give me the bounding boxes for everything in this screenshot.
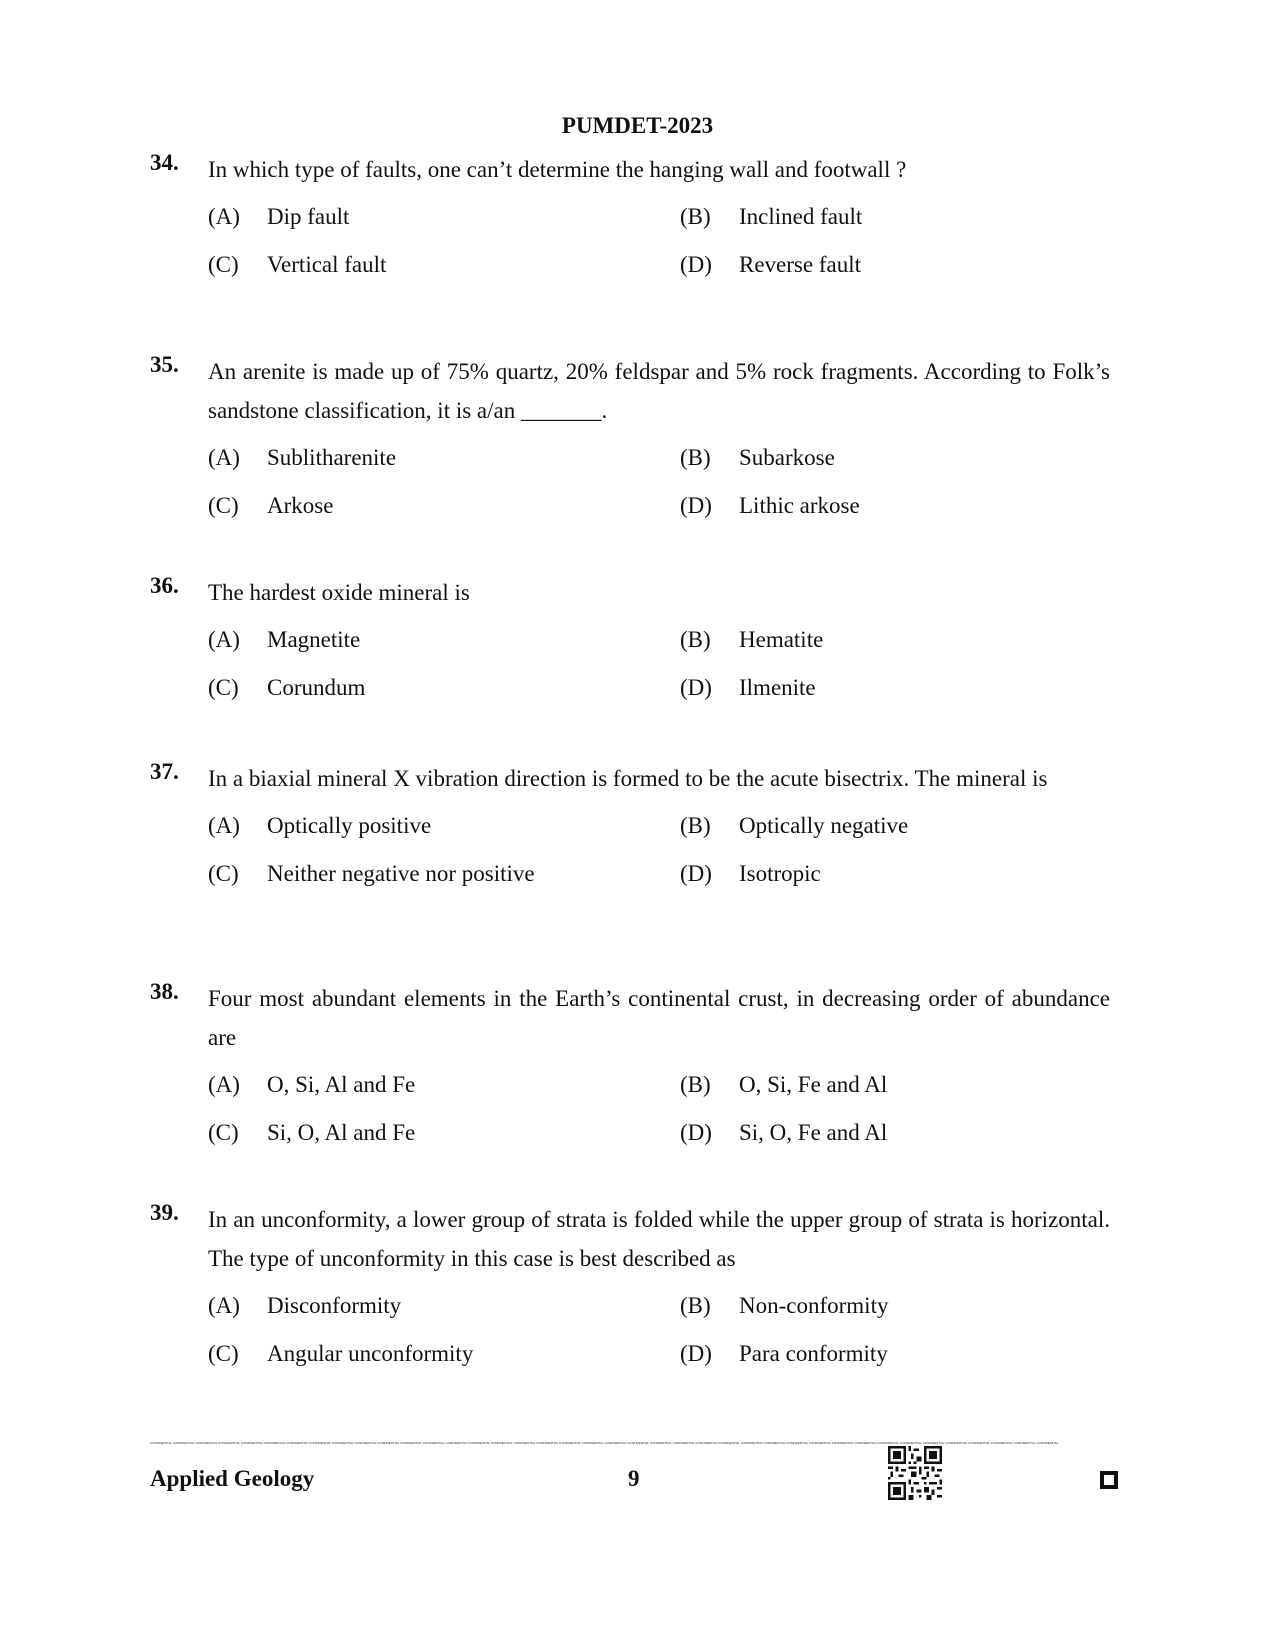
option-text: Si, O, Fe and Al: [739, 1120, 888, 1145]
question-number: 39.: [150, 1200, 179, 1225]
option-a: (A) Magnetite: [208, 627, 361, 652]
question-number: 38.: [150, 979, 179, 1004]
option-d: (D) Isotropic: [680, 861, 821, 886]
option-b: (B) Optically negative: [680, 813, 909, 838]
question-text: The hardest oxide mineral is: [208, 580, 470, 605]
option-text: Corundum: [267, 675, 366, 700]
option-text: Si, O, Al and Fe: [267, 1120, 416, 1145]
option-text: Neither negative nor positive: [267, 861, 535, 886]
option-b: (B) Hematite: [680, 627, 824, 652]
option-d: (D) Lithic arkose: [680, 493, 860, 518]
option-text: Vertical fault: [267, 252, 387, 277]
option-text: Arkose: [267, 493, 334, 518]
options: [150, 438, 1110, 532]
option-text: Ilmenite: [739, 675, 816, 700]
options: [150, 1286, 1110, 1380]
option-d: (D) Si, O, Fe and Al: [680, 1120, 888, 1145]
question-number: 35.: [150, 352, 179, 377]
option-text: Optically negative: [739, 813, 909, 838]
option-b: (B) Non-conformity: [680, 1293, 889, 1318]
option-b: (B) Subarkose: [680, 445, 835, 470]
option-text: Sublitharenite: [267, 445, 397, 470]
option-text: Hematite: [739, 627, 824, 652]
option-text: Magnetite: [267, 627, 361, 652]
question-number: 36.: [150, 573, 179, 598]
option-c: (C) Arkose: [208, 493, 334, 518]
option-d: (D) Ilmenite: [680, 675, 816, 700]
option-text: Para conformity: [739, 1341, 888, 1366]
page-title: PUMDET-2023: [561, 113, 714, 138]
option-text: Angular unconformity: [267, 1341, 474, 1366]
qr-code-icon: [888, 1446, 942, 1500]
option-a: (A) Disconformity: [208, 1293, 402, 1318]
option-c: (C) Corundum: [208, 675, 366, 700]
question-text: Four most abundant elements in the Earth’s continental crust, in decreasing order of abundance are: [208, 986, 1110, 1050]
option-text: O, Si, Fe and Al: [739, 1072, 888, 1097]
option-text: Lithic arkose: [739, 493, 860, 518]
option-text: Inclined fault: [739, 204, 863, 229]
option-b: (B) Inclined fault: [680, 204, 863, 229]
option-text: Disconformity: [267, 1293, 402, 1318]
option-d: (D) Para conformity: [680, 1341, 888, 1366]
options: [150, 806, 1110, 900]
question-text: An arenite is made up of 75% quartz, 20% feldspar and 5% rock fragments. According to Folk’s sandstone classification, it is a/an _______.: [208, 359, 1110, 423]
option-d: (D) Reverse fault: [680, 252, 861, 277]
option-text: Optically positive: [267, 813, 432, 838]
option-text: O, Si, Al and Fe: [267, 1072, 416, 1097]
option-text: Dip fault: [267, 204, 350, 229]
question-37: [150, 759, 1110, 900]
options: [150, 197, 1110, 291]
option-c: (C) Angular unconformity: [208, 1341, 474, 1366]
question-36: [150, 573, 1110, 714]
question-34: [150, 150, 1110, 291]
option-c: (C) Si, O, Al and Fe: [208, 1120, 416, 1145]
question-text: In an unconformity, a lower group of strata is folded while the upper group of strata is horizontal. The type of unconformity in this case is best described as: [208, 1207, 1110, 1271]
square-marker-icon: [1100, 1471, 1118, 1489]
question-39: [150, 1200, 1110, 1380]
options: [150, 1065, 1110, 1159]
question-number: 34.: [150, 150, 179, 175]
question-38: [150, 979, 1110, 1159]
question-text: In which type of faults, one can’t determine the hanging wall and footwall ?: [208, 157, 907, 182]
option-a: (A) Dip fault: [208, 204, 350, 229]
subject-name: Applied Geology: [150, 1466, 315, 1491]
options: [150, 620, 1110, 714]
option-a: (A) Optically positive: [208, 813, 432, 838]
option-text: Isotropic: [739, 861, 821, 886]
confidential-microtext-strip: CONFIDENTIAL CONFIDENTIAL CONFIDENTIAL CONFIDENTIAL CONFIDENTIAL CONFIDENTIAL CONFIDENTIAL CONFIDENTIAL CONFIDENTIAL CONFIDENTIAL CONFIDENTIAL CONFIDENTIAL CONFIDENTIAL CONFIDENTIAL CONFIDENTIAL CONFIDENTIAL CONFIDENTIAL CONFIDENTIAL CONFIDENTIAL CONFIDENTIAL CONFIDENTIAL CONFIDENTIAL CONFIDENTIAL CONFIDENTIAL CONFIDENTIAL CONFIDENTIAL CONFIDENTIAL CONFIDENTIAL CONFIDENTIAL CONFIDENTIAL CONFIDENTIAL CONFIDENTIAL CONFIDENTIAL CONFIDENTIAL CONFIDENTIAL CONFIDENTIAL CONFIDENTIAL CONFIDENTIAL CONFIDENTIAL CONFIDENTIAL: [150, 1441, 1059, 1445]
option-c: (C) Neither negative nor positive: [208, 861, 535, 886]
option-c: (C) Vertical fault: [208, 252, 387, 277]
option-text: Reverse fault: [739, 252, 861, 277]
question-number: 37.: [150, 759, 179, 784]
question-35: [150, 352, 1110, 532]
option-text: Non-conformity: [739, 1293, 889, 1318]
option-a: (A) O, Si, Al and Fe: [208, 1072, 416, 1097]
option-a: (A) Sublitharenite: [208, 445, 397, 470]
question-text: In a biaxial mineral X vibration direction is formed to be the acute bisectrix. The mineral is: [208, 766, 1048, 791]
page-number: 9: [628, 1466, 640, 1491]
option-b: (B) O, Si, Fe and Al: [680, 1072, 888, 1097]
option-text: Subarkose: [739, 445, 835, 470]
